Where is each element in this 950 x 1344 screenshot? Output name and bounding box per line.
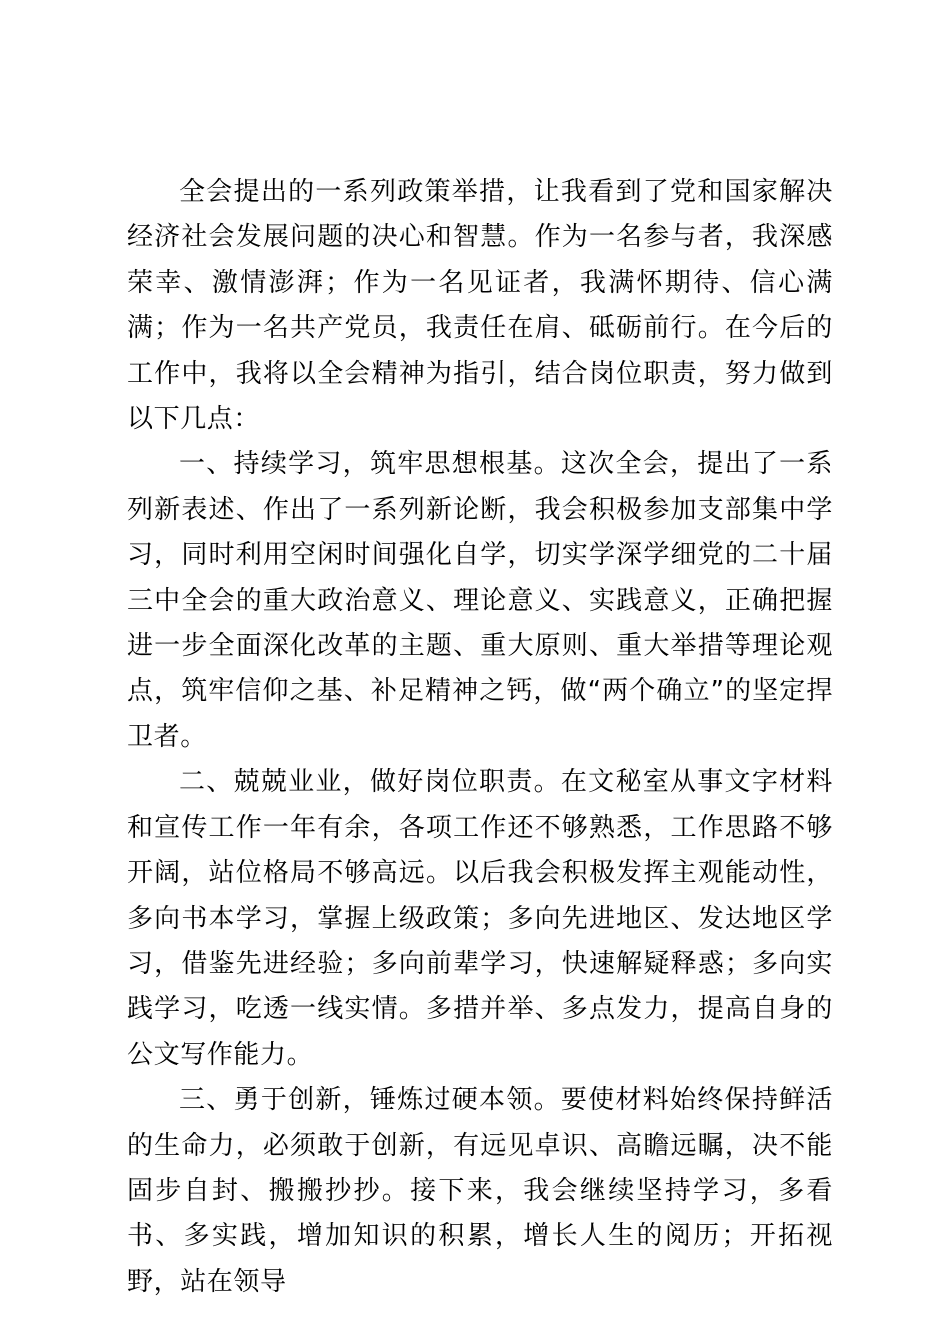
paragraph-point-1: 一、持续学习，筑牢思想根基。这次全会，提出了一系列新表述、作出了一系列新论断，我会积极参加支部集中学习，同时利用空闲时间强化自学，切实学深学细党的二十届三中全会的重大政治意义、理论意义、实践意义，正确把握进一步全面深化改革的主题、重大原则、重大举措等理论观点，筑牢信仰之基、补足精神之钙，做“两个确立”的坚定捍卫者。 bbox=[127, 449, 833, 752]
paragraph-point-2: 二、兢兢业业，做好岗位职责。在文秘室从事文字材料和宣传工作一年有余，各项工作还不够熟悉，工作思路不够开阔，站位格局不够高远。以后我会积极发挥主观能动性，多向书本学习，掌握上级政策；多向先进地区、发达地区学习，借鉴先进经验；多向前辈学习，快速解疑释惑；多向实践学习，吃透一线实情。多措并举、多点发力，提高自身的公文写作能力。 bbox=[127, 767, 833, 1070]
paragraph-point-3: 三、勇于创新，锤炼过硬本领。要使材料始终保持鲜活的生命力，必须敢于创新，有远见卓识、高瞻远瞩，决不能固步自封、搬搬抄抄。接下来，我会继续坚持学习，多看书、多实践，增加知识的积累，增长人生的阅历；开拓视野，站在领导 bbox=[127, 1085, 833, 1297]
paragraph-intro: 全会提出的一系列政策举措，让我看到了党和国家解决经济社会发展问题的决心和智慧。作为一名参与者，我深感荣幸、激情澎湃；作为一名见证者，我满怀期待、信心满满；作为一名共产党员，我责任在肩、砥砺前行。在今后的工作中，我将以全会精神为指引，结合岗位职责，努力做到以下几点： bbox=[127, 177, 833, 435]
body-text bbox=[127, 170, 833, 1305]
